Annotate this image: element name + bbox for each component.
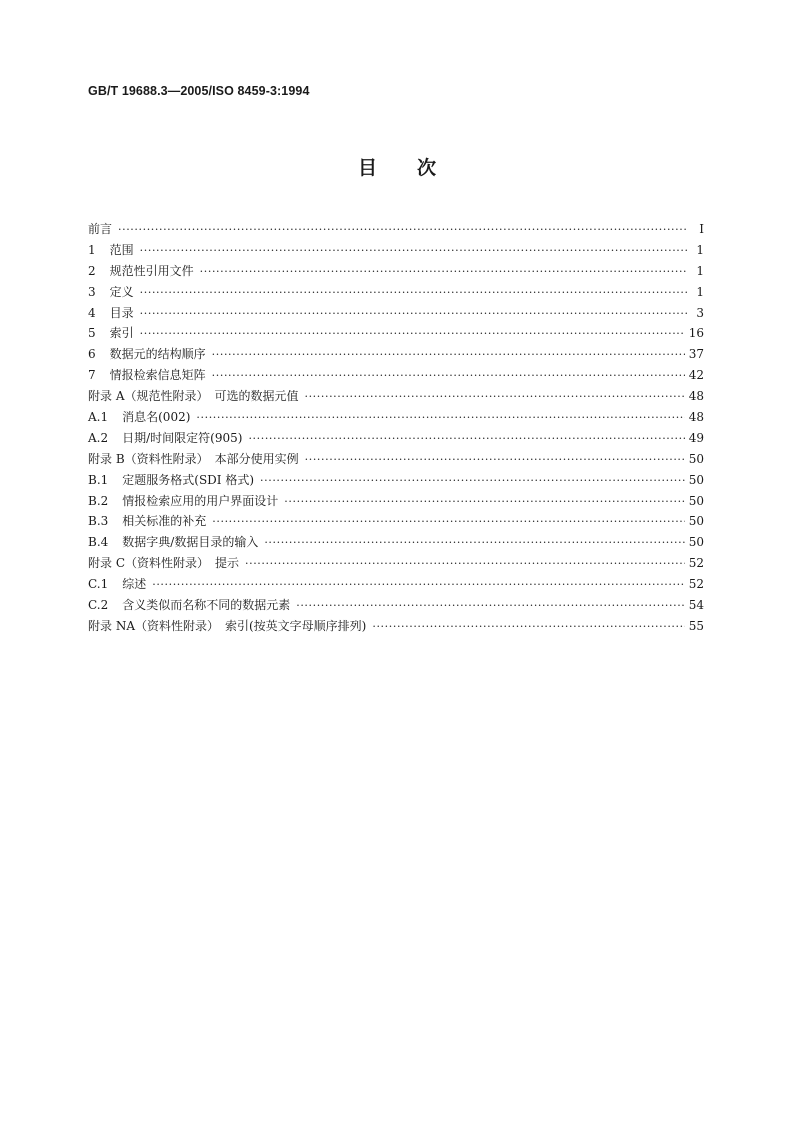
- toc-entry-page: 37: [688, 347, 704, 362]
- toc-entry-page: 50: [688, 535, 704, 550]
- toc-entry-page: I: [699, 222, 704, 236]
- toc-entry-page: 1: [696, 263, 704, 278]
- toc-entry-title: 附录 C（资料性附录） 提示: [88, 556, 239, 571]
- toc-entry-number: 4: [88, 305, 96, 320]
- toc-entry-number: B.1: [88, 472, 109, 487]
- toc-leader-dots: [140, 304, 688, 325]
- toc-entry[interactable]: [88, 323, 704, 344]
- toc-entry-title: 相关标准的补充: [122, 514, 207, 529]
- toc-entry[interactable]: [88, 532, 704, 553]
- toc-entry-page: 54: [688, 598, 704, 613]
- toc-entry-title: 附录 A（规范性附录） 可选的数据元值: [88, 389, 299, 404]
- toc-entry[interactable]: [88, 574, 704, 595]
- toc-entry-title: 范围: [109, 242, 134, 257]
- title-char-1: 目: [357, 157, 377, 179]
- toc-entry-title: 日期/时间限定符(905): [122, 430, 243, 445]
- toc-leader-dots: [140, 324, 685, 345]
- toc-entry-title: 数据字典/数据目录的输入: [122, 535, 259, 550]
- toc-leader-dots: [260, 471, 685, 492]
- toc-entry-page: 42: [688, 368, 704, 383]
- toc-entry-title: 情报检索信息矩阵: [109, 368, 206, 383]
- toc-entry-title: 前言: [88, 222, 113, 236]
- toc-entry[interactable]: [88, 344, 704, 365]
- toc-entry[interactable]: [88, 511, 704, 532]
- toc-entry-number: 1: [88, 242, 96, 257]
- toc-entry-title: 附录 NA（资料性附录） 索引(按英文字母顺序排列): [88, 618, 367, 633]
- table-of-contents: [88, 219, 704, 637]
- toc-entry-page: 52: [688, 577, 704, 592]
- toc-entry-page: 50: [688, 514, 704, 529]
- toc-leader-dots: [152, 575, 685, 596]
- toc-entry-page: 49: [688, 430, 704, 445]
- toc-entry-number: B.2: [88, 493, 109, 508]
- toc-entry[interactable]: [88, 616, 704, 637]
- toc-leader-dots: [140, 241, 688, 262]
- toc-entry-page: 16: [688, 326, 704, 341]
- toc-entry-title: 规范性引用文件: [109, 263, 194, 278]
- toc-entry-page: 48: [688, 389, 704, 404]
- toc-entry[interactable]: [88, 470, 704, 491]
- toc-entry-title: 定义: [109, 284, 134, 299]
- toc-leader-dots: [248, 429, 684, 450]
- toc-entry-number: 5: [88, 326, 96, 341]
- toc-entry[interactable]: [88, 407, 704, 428]
- toc-entry-page: 52: [688, 556, 704, 571]
- toc-entry-number: A.2: [88, 430, 109, 445]
- toc-entry-number: C.1: [88, 577, 109, 592]
- toc-leader-dots: [212, 512, 684, 533]
- toc-entry-number: 7: [88, 368, 96, 383]
- toc-entry[interactable]: [88, 261, 704, 282]
- toc-entry-page: 1: [696, 242, 704, 257]
- toc-leader-dots: [304, 387, 684, 408]
- toc-entry-page: 50: [688, 451, 704, 466]
- toc-leader-dots: [296, 596, 685, 617]
- standard-code: GB/T 19688.3—2005/ISO 8459-3:1994: [88, 84, 310, 98]
- toc-entry[interactable]: [88, 386, 704, 407]
- toc-entry-page: 50: [688, 493, 704, 508]
- toc-entry[interactable]: [88, 219, 704, 240]
- toc-entry-page: 55: [688, 618, 704, 633]
- toc-entry[interactable]: [88, 595, 704, 616]
- title-char-2: 次: [417, 157, 437, 179]
- toc-entry-title: 综述: [122, 577, 147, 592]
- toc-entry-title: 含义类似而名称不同的数据元素: [122, 598, 291, 613]
- toc-leader-dots: [264, 533, 684, 554]
- toc-leader-dots: [245, 554, 685, 575]
- toc-entry-number: B.4: [88, 535, 109, 550]
- toc-entry-title: 消息名(002): [122, 410, 191, 425]
- toc-leader-dots: [200, 262, 688, 283]
- toc-entry[interactable]: [88, 449, 704, 470]
- toc-leader-dots: [118, 220, 688, 241]
- toc-entry-number: 3: [88, 284, 96, 299]
- toc-entry[interactable]: [88, 491, 704, 512]
- toc-entry[interactable]: [88, 365, 704, 386]
- toc-entry-title: 索引: [109, 326, 134, 341]
- toc-entry-number: 6: [88, 347, 96, 362]
- toc-entry[interactable]: [88, 240, 704, 261]
- toc-entry-page: 3: [696, 305, 704, 320]
- toc-entry-number: 2: [88, 263, 96, 278]
- toc-leader-dots: [212, 366, 685, 387]
- toc-entry-title: 目录: [109, 305, 134, 320]
- toc-entry-page: 50: [688, 472, 704, 487]
- toc-entry-title: 情报检索应用的用户界面设计: [122, 493, 279, 508]
- toc-leader-dots: [212, 345, 685, 366]
- toc-leader-dots: [372, 617, 684, 638]
- toc-entry-title: 定题服务格式(SDI 格式): [122, 472, 255, 487]
- toc-entry-number: B.3: [88, 514, 109, 529]
- toc-leader-dots: [284, 492, 684, 513]
- page-title: [0, 153, 794, 180]
- toc-entry-number: C.2: [88, 598, 109, 613]
- toc-leader-dots: [140, 283, 688, 304]
- toc-entry-title: 数据元的结构顺序: [109, 347, 206, 362]
- toc-entry-title: 附录 B（资料性附录） 本部分使用实例: [88, 451, 299, 466]
- toc-leader-dots: [196, 408, 684, 429]
- toc-entry[interactable]: [88, 428, 704, 449]
- toc-entry[interactable]: [88, 553, 704, 574]
- toc-entry-page: 1: [696, 284, 704, 299]
- toc-entry[interactable]: [88, 303, 704, 324]
- toc-entry-number: A.1: [88, 410, 109, 425]
- toc-leader-dots: [305, 450, 685, 471]
- toc-entry[interactable]: [88, 282, 704, 303]
- toc-entry-page: 48: [688, 410, 704, 425]
